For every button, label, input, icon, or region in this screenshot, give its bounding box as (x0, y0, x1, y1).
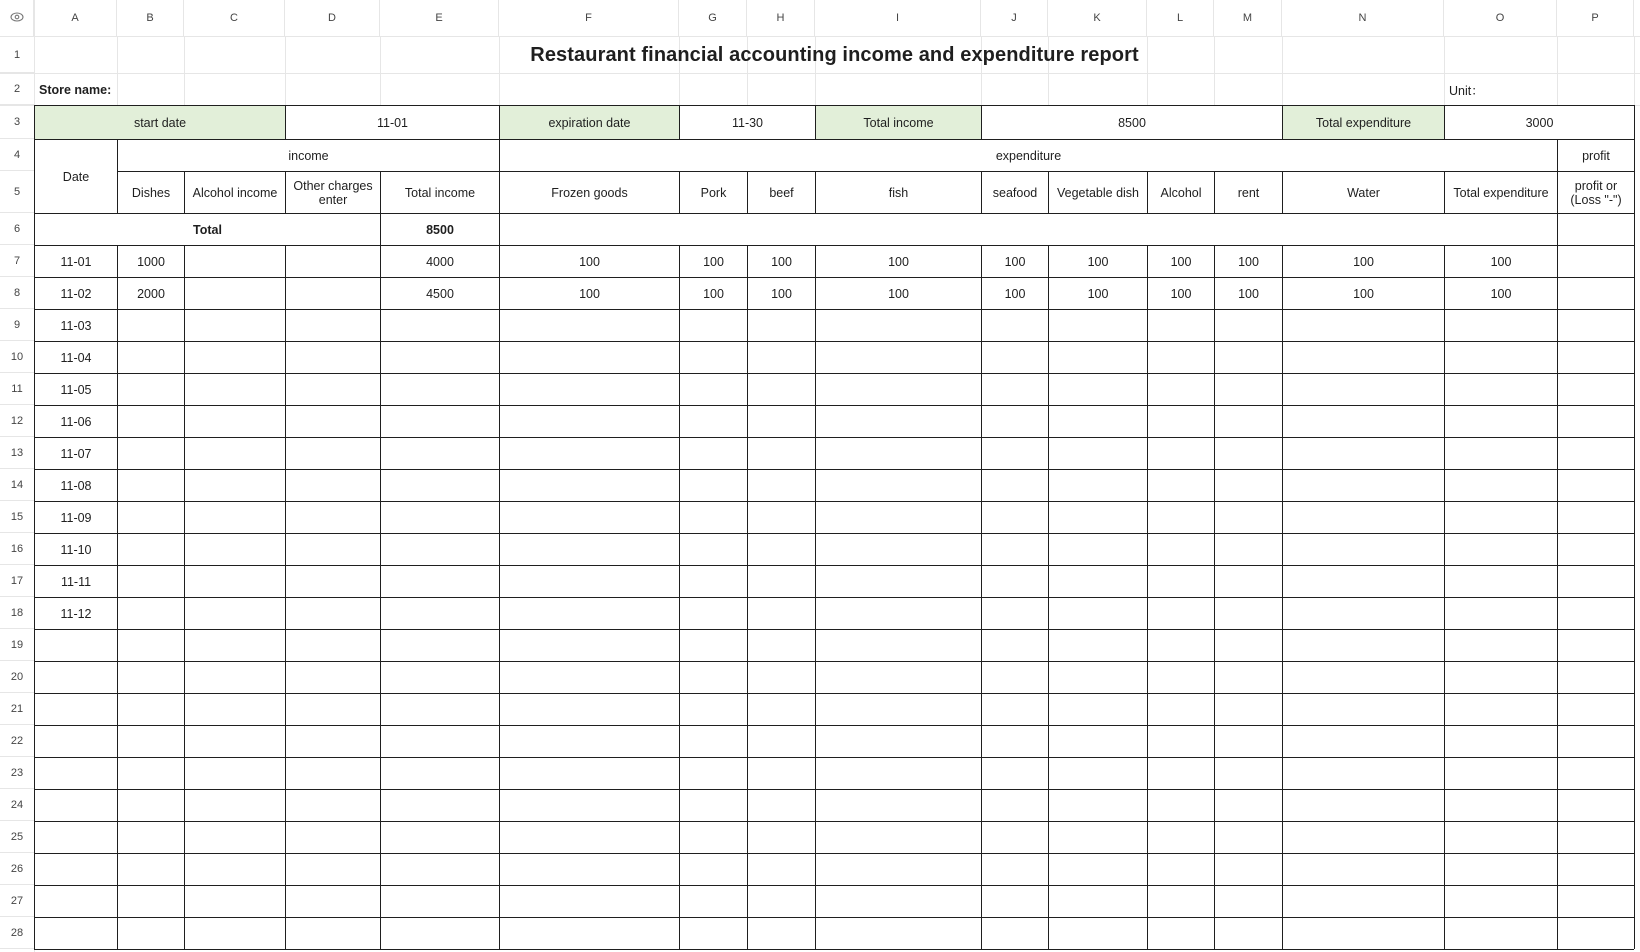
value-cell-alcohol[interactable]: 100 (1170, 286, 1192, 301)
column-header-c[interactable]: C (184, 0, 285, 37)
total-expenditure-label[interactable]: Total expenditure (1283, 106, 1444, 139)
date-cell[interactable]: 11-06 (60, 414, 92, 429)
column-header-g[interactable]: G (679, 0, 747, 37)
row-header-2[interactable]: 2 (0, 73, 34, 105)
value-cell-alcohol[interactable]: 100 (1170, 254, 1192, 269)
date-cell[interactable]: 11-07 (60, 446, 92, 461)
total-income-label[interactable]: Total income (816, 106, 981, 139)
start-date-value[interactable]: 11-01 (376, 115, 409, 130)
header-fish[interactable]: fish (888, 185, 909, 200)
total-income-sum[interactable]: 8500 (426, 222, 454, 237)
column-header-l[interactable]: L (1147, 0, 1214, 37)
header-frozen-goods[interactable]: Frozen goods (551, 185, 628, 200)
value-cell-vegetable[interactable]: 100 (1087, 286, 1109, 301)
value-cell-pork[interactable]: 100 (703, 286, 724, 301)
column-header-d[interactable]: D (285, 0, 380, 37)
row-header-6[interactable]: 6 (0, 213, 34, 245)
unit-label[interactable]: Unit： (1449, 83, 1484, 98)
row-header-25[interactable]: 25 (0, 821, 34, 853)
header-profit-or-loss[interactable]: profit or (Loss "-") (1570, 178, 1622, 207)
row-header-10[interactable]: 10 (0, 341, 34, 373)
value-cell-water[interactable]: 100 (1353, 286, 1374, 301)
row-header-24[interactable]: 24 (0, 789, 34, 821)
value-cell-frozen[interactable]: 100 (579, 254, 600, 269)
value-cell-fish[interactable]: 100 (888, 254, 909, 269)
expenditure-group-header[interactable]: expenditure (995, 148, 1062, 163)
column-header-j[interactable]: J (981, 0, 1048, 37)
column-header-p[interactable]: P (1557, 0, 1634, 37)
header-total-income[interactable]: Total income (404, 185, 476, 200)
expiration-date-value[interactable]: 11-30 (731, 115, 764, 130)
store-name-label[interactable]: Store name: (39, 82, 112, 97)
date-cell[interactable]: 11-10 (60, 542, 92, 557)
row-header-13[interactable]: 13 (0, 437, 34, 469)
row-header-9[interactable]: 9 (0, 309, 34, 341)
value-cell-total-expenditure[interactable]: 100 (1490, 254, 1512, 269)
date-cell[interactable]: 11-09 (60, 510, 92, 525)
header-alcohol[interactable]: Alcohol (1160, 185, 1202, 200)
row-header-7[interactable]: 7 (0, 245, 34, 277)
date-cell[interactable]: 11-03 (60, 318, 92, 333)
value-cell-rent[interactable]: 100 (1238, 286, 1259, 301)
header-beef[interactable]: beef (769, 185, 794, 200)
header-rent[interactable]: rent (1237, 185, 1260, 200)
start-date-label[interactable]: start date (35, 106, 285, 139)
header-vegetable-dish[interactable]: Vegetable dish (1056, 185, 1139, 200)
value-cell-beef[interactable]: 100 (771, 286, 792, 301)
date-cell[interactable]: 11-11 (60, 574, 92, 589)
expiration-date-label[interactable]: expiration date (500, 106, 679, 139)
value-cell-dishes[interactable]: 2000 (137, 286, 165, 301)
header-other-charges[interactable]: Other charges enter (293, 178, 373, 207)
income-group-header[interactable]: income (288, 148, 329, 163)
header-seafood[interactable]: seafood (992, 185, 1038, 200)
value-cell-total-expenditure[interactable]: 100 (1490, 286, 1512, 301)
row-header-21[interactable]: 21 (0, 693, 34, 725)
header-dishes[interactable]: Dishes (131, 185, 171, 200)
row-header-12[interactable]: 12 (0, 405, 34, 437)
column-header-n[interactable]: N (1282, 0, 1444, 37)
value-cell-vegetable[interactable]: 100 (1087, 254, 1109, 269)
value-cell-pork[interactable]: 100 (703, 254, 724, 269)
row-header-3[interactable]: 3 (0, 105, 34, 139)
value-cell-seafood[interactable]: 100 (1004, 254, 1026, 269)
column-header-f[interactable]: F (499, 0, 679, 37)
report-title[interactable]: Restaurant financial accounting income and expenditure report (530, 44, 1139, 66)
value-cell-seafood[interactable]: 100 (1004, 286, 1026, 301)
column-header-m[interactable]: M (1214, 0, 1282, 37)
total-row-label[interactable]: Total (193, 222, 222, 237)
header-pork[interactable]: Pork (700, 185, 727, 200)
row-header-15[interactable]: 15 (0, 501, 34, 533)
value-cell-fish[interactable]: 100 (888, 286, 909, 301)
row-header-11[interactable]: 11 (0, 373, 34, 405)
column-header-o[interactable]: O (1444, 0, 1557, 37)
header-water[interactable]: Water (1347, 185, 1380, 200)
date-cell[interactable]: 11-08 (60, 478, 92, 493)
value-cell-total-income[interactable]: 4000 (426, 254, 454, 269)
row-header-8[interactable]: 8 (0, 277, 34, 309)
row-header-17[interactable]: 17 (0, 565, 34, 597)
profit-group-header[interactable]: profit (1582, 148, 1610, 163)
column-header-i[interactable]: I (815, 0, 981, 37)
column-header-k[interactable]: K (1048, 0, 1147, 37)
value-cell-beef[interactable]: 100 (771, 254, 792, 269)
total-expenditure-value[interactable]: 3000 (1525, 115, 1554, 130)
date-header[interactable]: Date (62, 169, 90, 184)
column-header-a[interactable]: A (34, 0, 117, 37)
row-header-1[interactable]: 1 (0, 37, 34, 73)
value-cell-total-income[interactable]: 4500 (426, 286, 454, 301)
date-cell[interactable]: 11-04 (60, 350, 92, 365)
column-header-b[interactable]: B (117, 0, 184, 37)
row-header-18[interactable]: 18 (0, 597, 34, 629)
row-header-16[interactable]: 16 (0, 533, 34, 565)
date-cell[interactable]: 11-01 (60, 254, 92, 269)
header-total-expenditure[interactable]: Total expenditure (1453, 185, 1549, 200)
date-cell[interactable]: 11-02 (60, 286, 92, 301)
row-header-14[interactable]: 14 (0, 469, 34, 501)
row-header-19[interactable]: 19 (0, 629, 34, 661)
row-header-23[interactable]: 23 (0, 757, 34, 789)
row-header-27[interactable]: 27 (0, 885, 34, 917)
row-header-4[interactable]: 4 (0, 139, 34, 171)
total-income-value[interactable]: 8500 (1118, 115, 1146, 130)
column-header-e[interactable]: E (380, 0, 499, 37)
column-header-h[interactable]: H (747, 0, 815, 37)
date-cell[interactable]: 11-12 (60, 606, 92, 621)
row-header-26[interactable]: 26 (0, 853, 34, 885)
row-header-20[interactable]: 20 (0, 661, 34, 693)
date-cell[interactable]: 11-05 (60, 382, 92, 397)
value-cell-rent[interactable]: 100 (1238, 254, 1259, 269)
row-header-28[interactable]: 28 (0, 917, 34, 949)
value-cell-dishes[interactable]: 1000 (137, 254, 165, 269)
row-header-5[interactable]: 5 (0, 171, 34, 213)
value-cell-frozen[interactable]: 100 (579, 286, 600, 301)
row-header-22[interactable]: 22 (0, 725, 34, 757)
value-cell-water[interactable]: 100 (1353, 254, 1374, 269)
header-alcohol-income[interactable]: Alcohol income (192, 185, 278, 200)
